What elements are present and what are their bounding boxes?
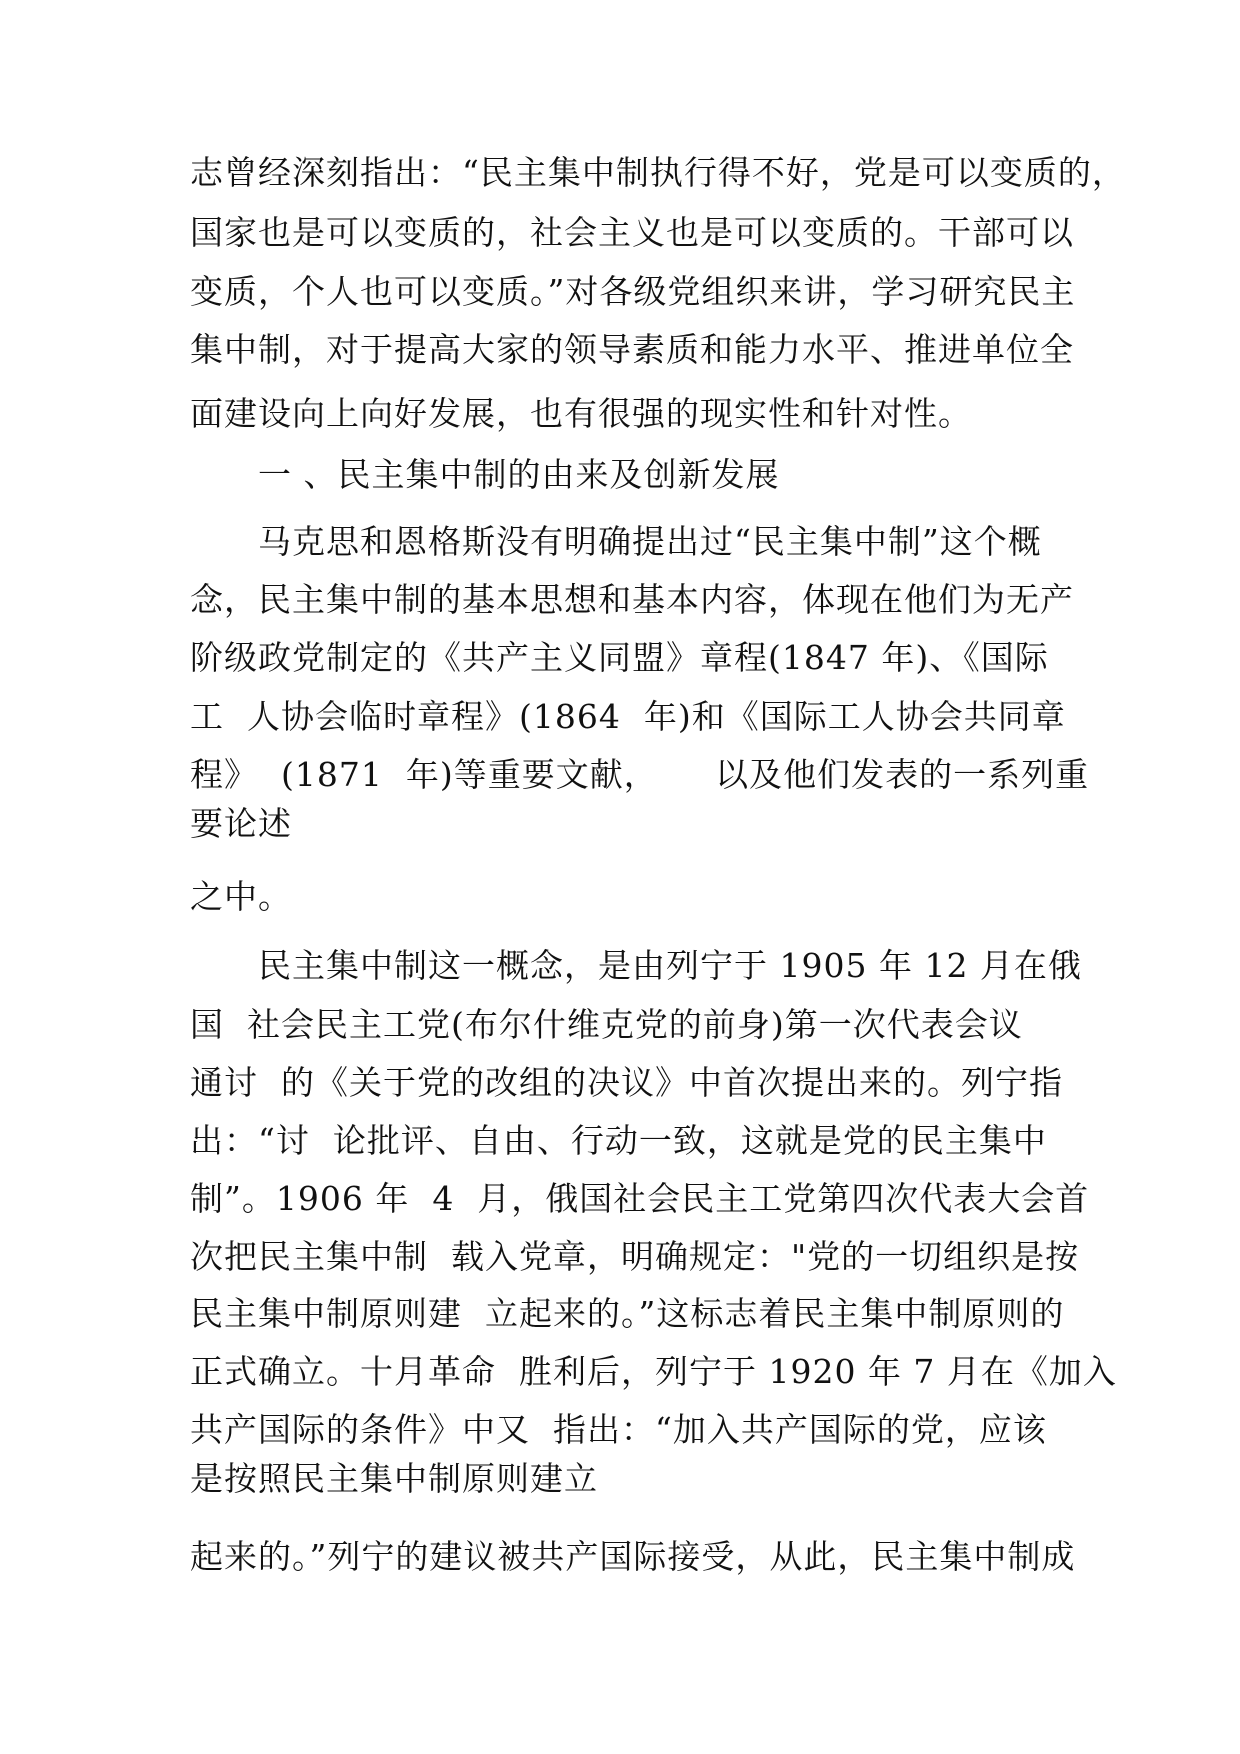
- text-line: 制”。1906 年 4 月，俄国社会民主工党第四次代表大会首: [190, 1179, 1090, 1218]
- text-line: 民主集中制原则建 立起来的。”这标志着民主集中制原则的: [190, 1294, 1065, 1333]
- text-line: 程》 (1871 年)等重要文献， 以及他们发表的一系列重: [190, 755, 1090, 794]
- text-line: 变质，个人也可以变质。”对各级党组织来讲，学习研究民主: [190, 272, 1076, 311]
- text-line: 起来的。”列宁的建议被共产国际接受，从此，民主集中制成: [190, 1537, 1076, 1576]
- text-line: 之中。: [190, 877, 292, 916]
- text-line: 通讨 的《关于党的改组的决议》中首次提出来的。列宁指: [190, 1063, 1063, 1102]
- text-line: 共产国际的条件》中又 指出：“加入共产国际的党，应该: [190, 1410, 1047, 1449]
- text-line: 集中制，对于提高大家的领导素质和能力水平、推进单位全: [190, 330, 1074, 369]
- text-line: 出：“讨 论批评、自由、行动一致，这就是党的民主集中: [190, 1121, 1047, 1160]
- text-line: 民主集中制这一概念，是由列宁于 1905 年 12 月在俄: [258, 946, 1082, 985]
- text-line: 国 社会民主工党(布尔什维克党的前身)第一次代表会议: [190, 1005, 1023, 1044]
- text-line: 念，民主集中制的基本思想和基本内容，体现在他们为无产: [190, 580, 1074, 619]
- text-line: 是按照民主集中制原则建立: [190, 1459, 598, 1498]
- text-line: 要论述: [190, 804, 292, 843]
- text-line: 马克思和恩格斯没有明确提出过“民主集中制”这个概: [258, 522, 1042, 561]
- text-line: 工 人协会临时章程》(1864 年)和《国际工人协会共同章: [190, 697, 1066, 736]
- text-line: 次把民主集中制 载入党章，明确规定："党的一切组织是按: [190, 1237, 1080, 1276]
- text-line: 阶级政党制定的《共产主义同盟》章程(1847 年)、《国际: [190, 638, 1049, 677]
- text-line: 面建设向上向好发展，也有很强的现实性和针对性。: [190, 394, 972, 433]
- text-line: 志曾经深刻指出：“民主集中制执行得不好，党是可以变质的，: [190, 153, 1126, 192]
- text-line: 国家也是可以变质的，社会主义也是可以变质的。干部可以: [190, 213, 1074, 252]
- text-line: 正式确立。十月革命 胜利后，列宁于 1920 年 7 月在《加入: [190, 1352, 1117, 1391]
- section-heading: 一 、民主集中制的由来及创新发展: [258, 455, 780, 494]
